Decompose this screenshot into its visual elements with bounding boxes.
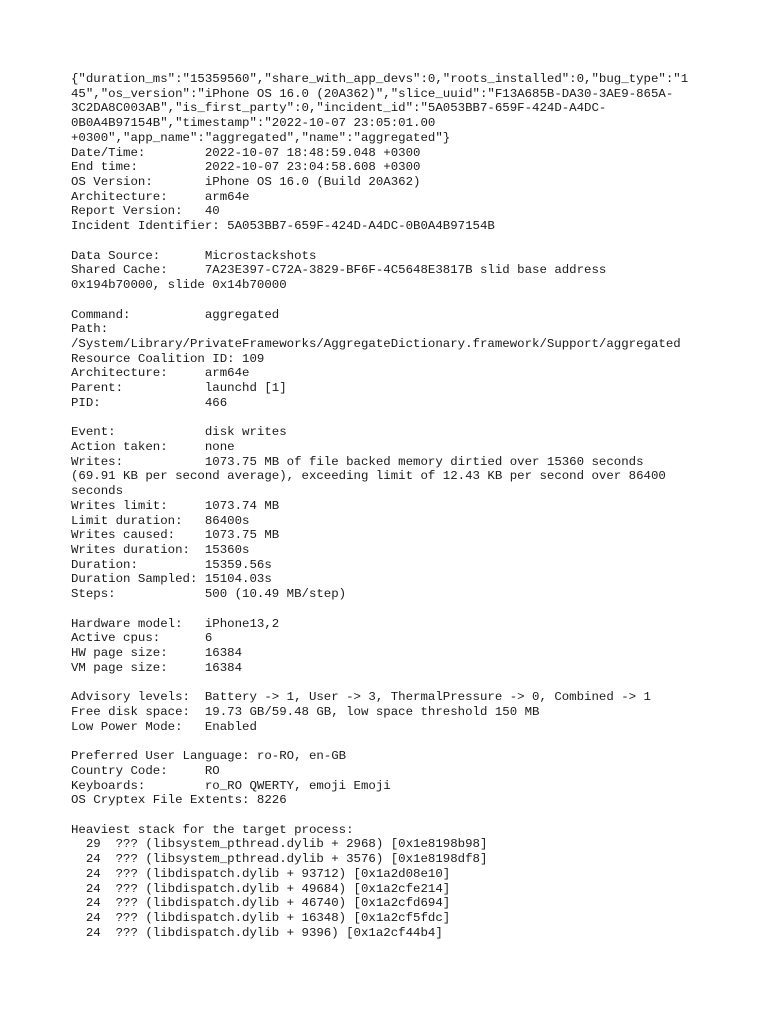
report-line: +0300","app_name":"aggregated","name":"aggregated"} — [71, 130, 451, 145]
report-line: Preferred User Language: ro-RO, en-GB — [71, 749, 347, 764]
report-line: Resource Coalition ID: 109 — [71, 351, 265, 366]
report-line: Writes duration: 15360s — [71, 543, 250, 557]
report-line: OS Cryptex File Extents: 8226 — [71, 793, 287, 808]
report-line: 0B0A4B97154B","timestamp":"2022-10-07 23:05:01.00 — [71, 116, 436, 131]
report-line: Action taken: none — [71, 439, 235, 454]
report-line: Command: aggregated — [71, 307, 280, 322]
report-text — [71, 72, 751, 940]
report-line — [71, 602, 751, 617]
report-line: 0x194b70000, slide 0x14b70000 — [71, 278, 287, 293]
report-line: VM page size: 16384 — [71, 660, 243, 675]
report-line: Free disk space: 19.73 GB/59.48 GB, low space threshold 150 MB — [71, 704, 540, 719]
report-line: Event: disk writes — [71, 425, 287, 440]
report-line: Data Source: Microstackshots — [71, 248, 317, 263]
report-line: 24 ??? (libdispatch.dylib + 9396) [0x1a2cf44b4] — [71, 925, 443, 940]
report-line: Duration: 15359.56s — [71, 557, 272, 572]
report-line: 3C2DA8C003AB","is_first_party":0,"incident_id":"5A053BB7-659F-424D-A4DC- — [71, 101, 607, 116]
report-line: Low Power Mode: Enabled — [71, 719, 257, 734]
report-line: Writes: 1073.75 MB of file backed memory dirtied over 15360 seconds — [71, 454, 644, 469]
report-line: 24 ??? (libdispatch.dylib + 93712) [0x1a2d08e10] — [71, 866, 451, 881]
report-line: Steps: 500 (10.49 MB/step) — [71, 587, 347, 602]
report-line: HW page size: 16384 — [71, 646, 243, 661]
report-line: /System/Library/PrivateFrameworks/AggregateDictionary.framework/Support/aggregated — [71, 336, 681, 351]
report-line — [71, 411, 751, 426]
report-line — [71, 675, 751, 690]
report-line — [71, 293, 751, 308]
report-line: Advisory levels: Battery -> 1, User -> 3, ThermalPressure -> 0, Combined -> 1 — [71, 690, 651, 705]
report-line: Country Code: RO — [71, 763, 220, 778]
report-line: Limit duration: 86400s — [71, 513, 250, 528]
report-line: 24 ??? (libsystem_pthread.dylib + 3576) [0x1e8198df8] — [71, 852, 488, 867]
report-line: Keyboards: ro_RO QWERTY, emoji Emoji — [71, 778, 391, 793]
report-line: End time: 2022-10-07 23:04:58.608 +0300 — [71, 160, 421, 175]
report-line: 45","os_version":"iPhone OS 16.0 (20A362)","slice_uuid":"F13A685B-DA30-3AE9-865A- — [71, 86, 674, 101]
report-line: Active cpus: 6 — [71, 631, 213, 646]
report-line: 24 ??? (libdispatch.dylib + 16348) [0x1a2cf5fdc] — [71, 910, 451, 925]
report-line — [71, 234, 751, 249]
report-line: Shared Cache: 7A23E397-C72A-3829-BF6F-4C5648E3817B slid base address — [71, 263, 607, 278]
report-line: Hardware model: iPhone13,2 — [71, 616, 280, 631]
report-line: Report Version: 40 — [71, 204, 220, 219]
report-line: {"duration_ms":"15359560","share_with_app_devs":0,"roots_installed":0,"bug_type":"1 — [71, 72, 689, 86]
report-line: Architecture: arm64e — [71, 189, 250, 204]
report-line: OS Version: iPhone OS 16.0 (Build 20A362) — [71, 175, 421, 190]
report-line: Incident Identifier: 5A053BB7-659F-424D-A4DC-0B0A4B97154B — [71, 219, 495, 234]
report-line — [71, 734, 751, 749]
report-line: 29 ??? (libsystem_pthread.dylib + 2968) [0x1e8198b98] — [71, 837, 488, 852]
report-line: Writes caused: 1073.75 MB — [71, 528, 280, 543]
report-line: PID: 466 — [71, 395, 228, 410]
report-line: (69.91 KB per second average), exceeding limit of 12.43 KB per second over 86400 — [71, 469, 666, 484]
report-line: Heaviest stack for the target process: — [71, 822, 354, 837]
report-line: 24 ??? (libdispatch.dylib + 49684) [0x1a2cfe214] — [71, 881, 451, 896]
report-line: Writes limit: 1073.74 MB — [71, 498, 280, 513]
report-line: Path: — [71, 322, 109, 337]
report-line: Duration Sampled: 15104.03s — [71, 572, 272, 587]
report-line: 24 ??? (libdispatch.dylib + 46740) [0x1a2cfd694] — [71, 896, 451, 911]
report-line: Architecture: arm64e — [71, 366, 250, 381]
report-line: Date/Time: 2022-10-07 18:48:59.048 +0300 — [71, 145, 421, 160]
report-line: seconds — [71, 484, 124, 499]
report-line — [71, 808, 751, 823]
report-line: Parent: launchd [1] — [71, 381, 287, 396]
